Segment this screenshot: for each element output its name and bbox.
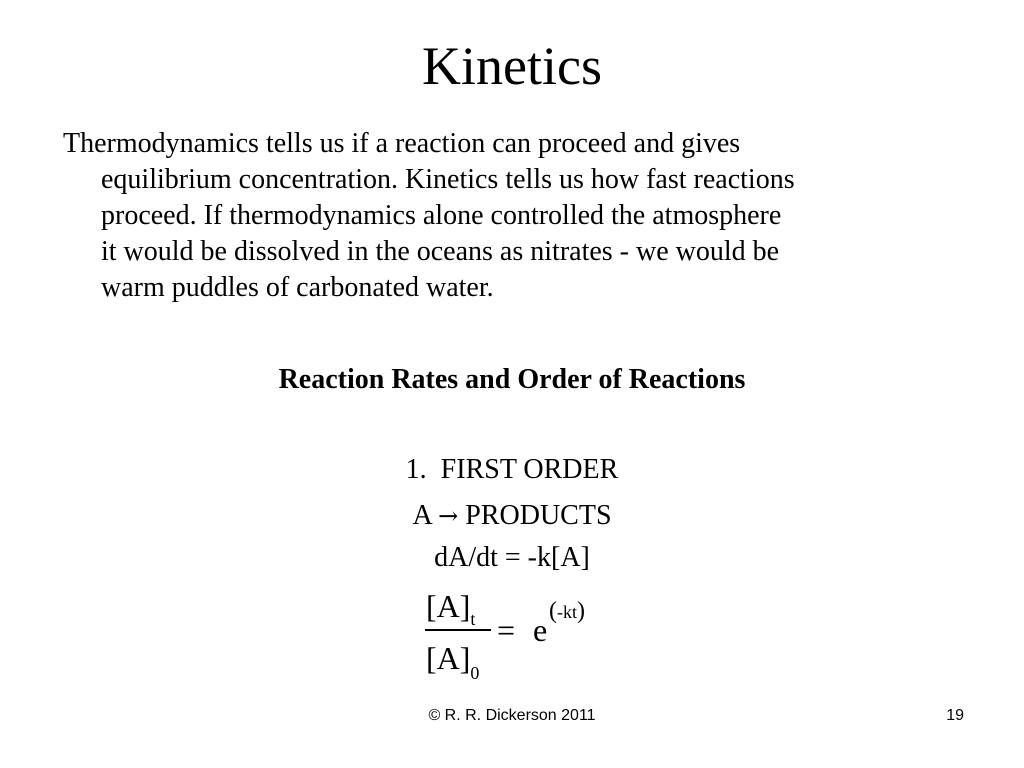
exponent-close-paren: ) xyxy=(577,598,585,624)
reaction-equation xyxy=(0,498,1024,534)
body-paragraph xyxy=(63,126,993,306)
first-order-label: 1. FIRST ORDER xyxy=(405,454,619,485)
body-line: equilibrium concentration. Kinetics tells us how fast reactions xyxy=(101,164,795,195)
exponential-base: e xyxy=(533,612,548,648)
exponent-open-paren: ( xyxy=(549,598,557,624)
body-line: it would be dissolved in the oceans as nitrates - we would be xyxy=(101,236,780,267)
equals-sign: = xyxy=(497,612,516,648)
exponent-text: -kt xyxy=(557,602,577,622)
slide-title: Kinetics xyxy=(422,36,602,96)
numerator-subscript: t xyxy=(470,609,476,629)
body-line: Thermodynamics tells us if a reaction can proceed and gives xyxy=(63,128,741,159)
exponent xyxy=(549,599,585,624)
body-line: proceed. If thermodynamics alone controlled the atmosphere xyxy=(101,200,782,231)
fraction-bar xyxy=(425,629,491,631)
body-line: warm puddles of carbonated water. xyxy=(101,272,494,303)
product: PRODUCTS xyxy=(465,500,612,531)
page-number: 19 xyxy=(946,707,964,724)
reaction-arrow-icon: → xyxy=(438,502,459,530)
copyright-footer: © R. R. Dickerson 2011 xyxy=(428,707,596,724)
denominator-subscript: 0 xyxy=(470,663,480,683)
reactant: A xyxy=(412,500,432,531)
fraction-denominator xyxy=(426,638,479,683)
rate-law: dA/dt = -k[A] xyxy=(434,542,590,573)
numerator-text: [A] xyxy=(426,588,471,624)
section-heading: Reaction Rates and Order of Reactions xyxy=(278,364,746,395)
fraction-numerator xyxy=(426,586,475,631)
denominator-text: [A] xyxy=(426,640,471,676)
